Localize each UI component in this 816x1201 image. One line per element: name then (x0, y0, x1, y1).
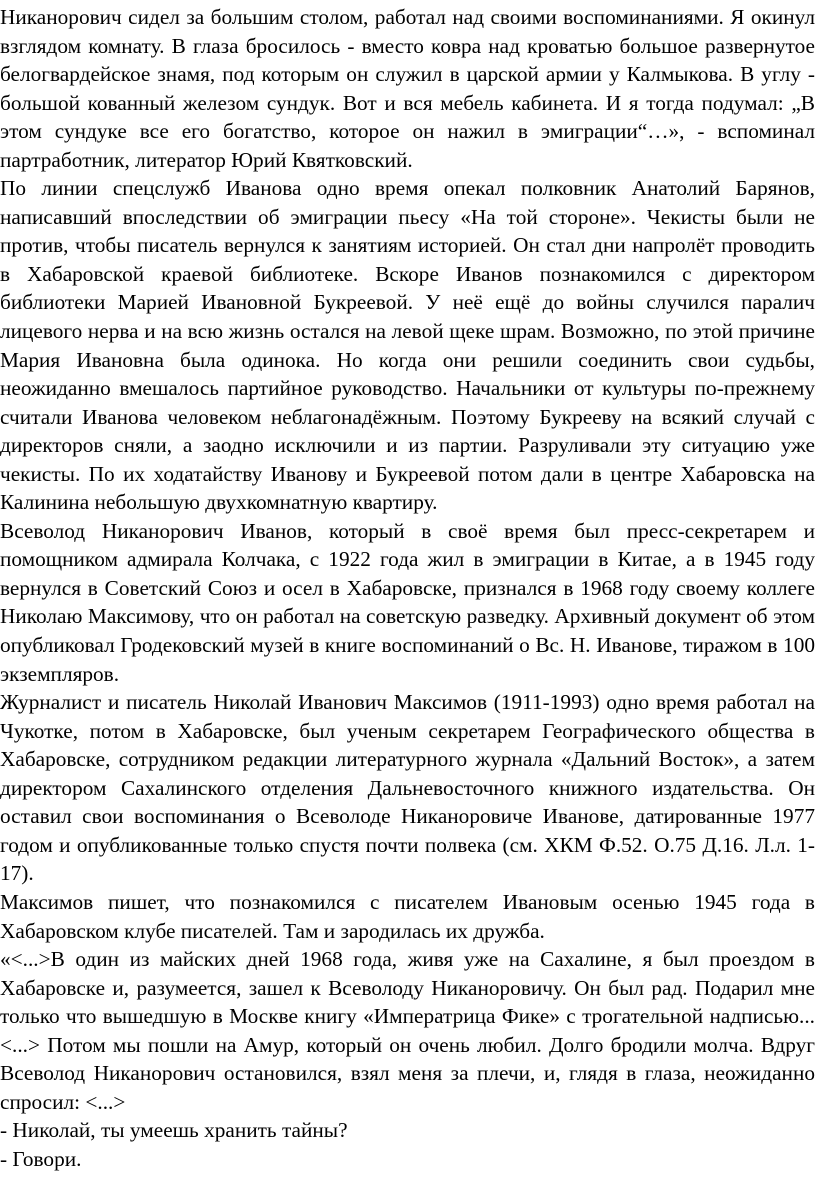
paragraph-5: Максимов пишет, что познакомился с писателем Ивановым осенью 1945 года в Хабаровском клубе писателей. Там и зародилась их дружба. (0, 889, 815, 943)
paragraph-1: Никанорович сидел за большим столом, работал над своими воспоминаниями. Я окинул взглядом комнату. В глаза бросилось - вместо ковра над кроватью большое развернутое белогвардейское знамя, под которым он служил в царской армии у Калмыкова. В углу - большой кованный железом сундук. Вот и вся мебель кабинета. И я тогда подумал: „В этом сундуке все его богатство, которое он нажил в эмиграции“…», - вспоминал партработник, литератор Юрий Квятковский. (0, 5, 815, 172)
dialogue-line-1: - Николай, ты умеешь хранить тайны? (0, 1118, 348, 1143)
paragraph-3: Всеволод Никанорович Иванов, который в своё время был пресс-секретарем и помощником адмирала Колчака, с 1922 года жил в эмиграции в Китае, а в 1945 году вернулся в Советский Союз и осел в Хабаровске, признался в 1968 году своему коллеге Николаю Максимову, что он работал на советскую разведку. Архивный документ об этом опубликовал Гродековский музей в книге воспоминаний о Вс. Н. Иванове, тиражом в 100 экземпляров. (0, 518, 815, 686)
paragraph-2: По линии спецслужб Иванова одно время опекал полковник Анатолий Барянов, написавший впоследствии об эмиграции пьесу «На той стороне». Чекисты были не против, чтобы писатель вернулся к занятиям историей. Он стал дни напролёт проводить в Хабаровской краевой библиотеке. Вскоре Иванов познакомился с директором библиотеки Марией Ивановной Букреевой. У неё ещё до войны случился паралич лицевого нерва и на всю жизнь остался на левой щеке шрам. Возможно, по этой причине Мария Ивановна была одинока. Но когда они решили соединить свои судьбы, неожиданно вмешалось партийное руководство. Начальники от культуры по-прежнему считали Иванова человеком неблагонадёжным. Поэтому Букрееву на всякий случай с директоров сняли, а заодно исключили и из партии. Разруливали эту ситуацию уже чекисты. По их ходатайству Иванову и Букреевой потом дали в центре Хабаровска на Калинина небольшую двухкомнатную квартиру. (0, 176, 815, 515)
dialogue-line-2: - Говори. (0, 1146, 82, 1171)
document-body (0, 3, 815, 1173)
paragraph-4: Журналист и писатель Николай Иванович Максимов (1911-1993) одно время работал на Чукотке, потом в Хабаровске, был ученым секретарем Географического общества в Хабаровске, сотрудником редакции литературного журнала «Дальний Восток», а затем директором Сахалинского отделения Дальневосточного книжного издательства. Он оставил свои воспоминания о Всеволоде Никаноровиче Иванове, датированные 1977 годом и опубликованные только спустя почти полвека (см. ХКМ Ф.52. О.75 Д.16. Л.л. 1-17). (0, 690, 815, 886)
paragraph-6: «<...>В один из майских дней 1968 года, живя уже на Сахалине, я был проездом в Хабаровске и, разумеется, зашел к Всеволоду Никаноровичу. Он был рад. Подарил мне только что вышедшую в Москве книгу «Императрица Фике» с трогательной надписью...<...> Потом мы пошли на Амур, который он очень любил. Долго бродили молча. Вдруг Всеволод Никанорович остановился, взял меня за плечи, и, глядя в глаза, неожиданно спросил: <...> (0, 947, 815, 1114)
